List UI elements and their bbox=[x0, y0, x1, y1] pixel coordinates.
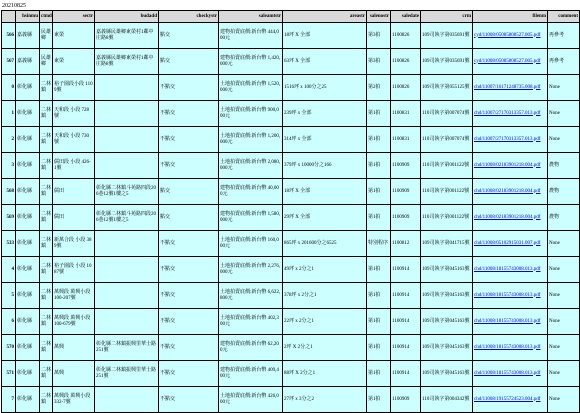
column-header-salenostr: salenostr bbox=[367, 11, 391, 23]
auction-table bbox=[1, 10, 580, 413]
county-cell: 彰化縣 bbox=[16, 283, 40, 309]
handover-cell: 不點交 bbox=[159, 309, 219, 335]
section-cell: 萬興段 萬興小段 332-7號 bbox=[53, 387, 95, 413]
handover-cell: 不點交 bbox=[159, 101, 219, 127]
county-cell: 彰化縣 bbox=[16, 127, 40, 153]
table-row bbox=[2, 49, 580, 75]
column-header-comment: comment bbox=[548, 11, 580, 23]
sale-date-cell: 1100909 bbox=[391, 153, 421, 179]
case-number-cell: 110司執字第007074號 bbox=[421, 127, 473, 153]
area-cell: 22坪 x 2分之1 bbox=[283, 309, 367, 335]
comment-cell: 再參考 bbox=[548, 49, 580, 75]
price-cell: 土地拍賣底價:新台幣 160,000元 bbox=[219, 231, 283, 257]
row-index: 5 bbox=[2, 283, 16, 309]
county-cell: 彰化縣 bbox=[16, 205, 40, 231]
column-header-filenm: filenm bbox=[473, 11, 548, 23]
address-cell bbox=[95, 309, 159, 335]
section-cell: 儒田 bbox=[53, 179, 95, 205]
county-cell: 彰化縣 bbox=[16, 179, 40, 205]
area-cell: 865坪 x 201600分之6525 bbox=[283, 231, 367, 257]
town-cell: 二林鎮 bbox=[40, 283, 53, 309]
sale-date-cell: 1100909 bbox=[391, 179, 421, 205]
column-header-ctmd: ctmd bbox=[40, 11, 53, 23]
area-cell: 49坪 x 2分之1 bbox=[283, 257, 367, 283]
row-index: 1 bbox=[2, 101, 16, 127]
file-link[interactable]: chd/11008/18155743008.013.pdf bbox=[474, 266, 541, 272]
file-link[interactable]: chd/11008/18155743008.013.pdf bbox=[474, 292, 541, 298]
address-cell: 彰化縣二林鎮斗苑路四段206巷12號1樓之5 bbox=[95, 179, 159, 205]
case-number-cell: 109司執字第045163號 bbox=[421, 257, 473, 283]
sale-date-cell: 1100812 bbox=[391, 231, 421, 257]
area-cell: 239坪 x 全部 bbox=[283, 101, 367, 127]
file-link-cell bbox=[473, 283, 548, 309]
file-link[interactable]: chd/11008/02183901218.004.pdf bbox=[474, 188, 541, 194]
table-row bbox=[2, 23, 580, 49]
row-index: 2 bbox=[2, 127, 16, 153]
case-number-cell: 110司執字第007074號 bbox=[421, 101, 473, 127]
handover-cell: 不點交 bbox=[159, 75, 219, 101]
county-cell: 彰化縣 bbox=[16, 153, 40, 179]
auction-round-cell: 第1拍 bbox=[367, 335, 391, 361]
county-cell: 彰化縣 bbox=[16, 309, 40, 335]
section-cell: 裕子園段小段 1109號 bbox=[53, 75, 95, 101]
comment-cell: None bbox=[548, 283, 580, 309]
sale-date-cell: 1100914 bbox=[391, 361, 421, 387]
file-link[interactable]: chd/11008/18155743008.013.pdf bbox=[474, 344, 541, 350]
comment-cell: None bbox=[548, 127, 580, 153]
file-link[interactable]: chd/11008/02183901218.004.pdf bbox=[474, 214, 541, 220]
section-cell: 裕子園段 小段 1087號 bbox=[53, 257, 95, 283]
price-cell: 土地拍賣底價:新台幣 6,622,800元 bbox=[219, 283, 283, 309]
handover-cell: 不點交 bbox=[159, 335, 219, 361]
case-number-cell: 110司執字第001122號 bbox=[421, 179, 473, 205]
comment-cell: None bbox=[548, 335, 580, 361]
table-row bbox=[2, 179, 580, 205]
auction-round-cell: 第1拍 bbox=[367, 257, 391, 283]
column-header-sectr: sectr bbox=[53, 11, 95, 23]
price-cell: 建物拍賣底價:新台幣 62,200元 bbox=[219, 335, 283, 361]
handover-cell: 不點交 bbox=[159, 127, 219, 153]
area-cell: 18坪 X 全部 bbox=[283, 179, 367, 205]
table-row bbox=[2, 127, 580, 153]
file-link-cell bbox=[473, 127, 548, 153]
auction-round-cell: 第1拍 bbox=[367, 283, 391, 309]
case-number-cell: 110司執字第001122號 bbox=[421, 153, 473, 179]
price-cell: 土地拍賣底價:新台幣 2,080,000元 bbox=[219, 153, 283, 179]
price-cell: 建物拍賣底價:新台幣 40,000元 bbox=[219, 179, 283, 205]
price-cell: 土地拍賣底價:新台幣 426,000元 bbox=[219, 387, 283, 413]
town-cell: 二林鎮 bbox=[40, 205, 53, 231]
auction-round-cell: 第1拍 bbox=[367, 101, 391, 127]
file-link[interactable]: cyd/11008/05085808527.005.pdf bbox=[474, 58, 541, 64]
column-header-index bbox=[2, 11, 16, 23]
town-cell: 二林鎮 bbox=[40, 309, 53, 335]
file-link[interactable]: chd/11007/27170313357.013.pdf bbox=[474, 110, 541, 116]
address-cell bbox=[95, 127, 159, 153]
town-cell: 二林鎮 bbox=[40, 231, 53, 257]
address-cell bbox=[95, 75, 159, 101]
row-index: 7 bbox=[2, 387, 16, 413]
column-header-checkystr: checkystr bbox=[159, 11, 219, 23]
town-cell: 二林鎮 bbox=[40, 153, 53, 179]
area-cell: 2坪 X 2分之1 bbox=[283, 335, 367, 361]
address-cell bbox=[95, 101, 159, 127]
file-link-cell bbox=[473, 101, 548, 127]
auction-round-cell: 第3拍 bbox=[367, 49, 391, 75]
file-link-cell bbox=[473, 257, 548, 283]
county-cell: 彰化縣 bbox=[16, 101, 40, 127]
row-index: 568 bbox=[2, 179, 16, 205]
table-row bbox=[2, 257, 580, 283]
row-index: 566 bbox=[2, 23, 16, 49]
file-link-cell bbox=[473, 231, 548, 257]
row-index: 571 bbox=[2, 361, 16, 387]
comment-cell: None bbox=[548, 361, 580, 387]
price-cell: 建物拍賣底價:新台幣 1,580,000元 bbox=[219, 205, 283, 231]
file-link-cell bbox=[473, 23, 548, 49]
address-cell bbox=[95, 153, 159, 179]
table-body bbox=[2, 23, 580, 413]
sale-date-cell: 1100826 bbox=[391, 49, 421, 75]
price-cell: 土地拍賣底價:新台幣 1,200,000元 bbox=[219, 127, 283, 153]
comment-cell: None bbox=[548, 387, 580, 413]
column-header-hsinmu: hsinmu bbox=[16, 11, 40, 23]
section-cell: 萬興段 萬興小段 100-679號 bbox=[53, 309, 95, 335]
case-number-cell: 109司執字第045163號 bbox=[421, 309, 473, 335]
handover-cell: 點交 bbox=[159, 23, 219, 49]
auction-round-cell: 第2拍 bbox=[367, 75, 391, 101]
area-cell: 378坪 x 2分之1 bbox=[283, 283, 367, 309]
file-link[interactable]: chd/11008/18155743008.013.pdf bbox=[474, 370, 541, 376]
address-cell: 彰化縣二林鎮振興里華士路251號 bbox=[95, 335, 159, 361]
sale-date-cell: 1100914 bbox=[391, 335, 421, 361]
case-number-cell: 109司執字第055125號 bbox=[421, 75, 473, 101]
address-cell: 嘉義縣民雄鄉東榮村1鄰中庄路8號 bbox=[95, 49, 159, 75]
comment-cell: 農物 bbox=[548, 153, 580, 179]
town-cell: 二林鎮 bbox=[40, 387, 53, 413]
county-cell: 彰化縣 bbox=[16, 387, 40, 413]
section-cell: 東榮 bbox=[53, 49, 95, 75]
price-cell: 建物拍賣底價:新台幣 1,420,000元 bbox=[219, 49, 283, 75]
section-cell: 萬興 bbox=[53, 335, 95, 361]
handover-cell: 不點交 bbox=[159, 257, 219, 283]
row-index: 567 bbox=[2, 49, 16, 75]
auction-round-cell: 特別程序 bbox=[367, 231, 391, 257]
file-link[interactable]: chd/11007/27170313357.013.pdf bbox=[474, 136, 541, 142]
town-cell: 二林鎮 bbox=[40, 179, 53, 205]
handover-cell: 不點交 bbox=[159, 231, 219, 257]
file-link-cell bbox=[473, 179, 548, 205]
address-cell: 嘉義縣民雄鄉東榮村1鄰中庄路8號 bbox=[95, 23, 159, 49]
area-cell: 18坪 X 全部 bbox=[283, 23, 367, 49]
auction-round-cell: 第1拍 bbox=[367, 153, 391, 179]
town-cell: 二林鎮 bbox=[40, 127, 53, 153]
table-row bbox=[2, 231, 580, 257]
area-cell: 27坪 x 3分之2 bbox=[283, 387, 367, 413]
section-cell: 東榮 bbox=[53, 23, 95, 49]
price-cell: 土地拍賣底價:新台幣 900,000元 bbox=[219, 101, 283, 127]
county-cell: 嘉義縣 bbox=[16, 23, 40, 49]
comment-cell: 再參考 bbox=[548, 23, 580, 49]
town-cell: 民雄鄉 bbox=[40, 23, 53, 49]
row-index: 569 bbox=[2, 205, 16, 231]
row-index: 0 bbox=[2, 75, 16, 101]
auction-round-cell: 第3拍 bbox=[367, 23, 391, 49]
column-header-budadd: budadd bbox=[95, 11, 159, 23]
price-cell: 建物拍賣底價:新台幣 409,400元 bbox=[219, 361, 283, 387]
file-link[interactable]: chd/11008/05102915031.007.pdf bbox=[474, 240, 541, 246]
table-row bbox=[2, 335, 580, 361]
column-header-saledate: saledate bbox=[391, 11, 421, 23]
file-link-cell bbox=[473, 49, 548, 75]
row-index: 6 bbox=[2, 309, 16, 335]
header-row bbox=[2, 11, 580, 23]
auction-round-cell: 第1拍 bbox=[367, 205, 391, 231]
table-row bbox=[2, 101, 580, 127]
auction-round-cell: 第1拍 bbox=[367, 127, 391, 153]
file-link[interactable]: chd/11008/18155743008.013.pdf bbox=[474, 318, 541, 324]
row-index: 533 bbox=[2, 231, 16, 257]
handover-cell: 不點交 bbox=[159, 361, 219, 387]
case-number-cell: 109司執字第035691號 bbox=[421, 23, 473, 49]
address-cell bbox=[95, 283, 159, 309]
comment-cell: None bbox=[548, 309, 580, 335]
area-cell: 314坪 x 全部 bbox=[283, 127, 367, 153]
auction-round-cell: 第1拍 bbox=[367, 387, 391, 413]
address-cell bbox=[95, 387, 159, 413]
case-number-cell: 109司執字第045163號 bbox=[421, 361, 473, 387]
area-cell: 63坪 X 全部 bbox=[283, 49, 367, 75]
sale-date-cell: 1100914 bbox=[391, 309, 421, 335]
address-cell bbox=[95, 231, 159, 257]
table-caption: 20210825 bbox=[2, 3, 26, 9]
comment-cell: None bbox=[548, 75, 580, 101]
auction-round-cell: 第1拍 bbox=[367, 309, 391, 335]
price-cell: 土地拍賣底價:新台幣 1,520,000元 bbox=[219, 75, 283, 101]
area-cell: 1516坪 x 100分之25 bbox=[283, 75, 367, 101]
table-row bbox=[2, 283, 580, 309]
file-link-cell bbox=[473, 205, 548, 231]
section-cell: 儒田段 小段 426-1號 bbox=[53, 153, 95, 179]
area-cell: 88坪 X 2分之1 bbox=[283, 361, 367, 387]
county-cell: 彰化縣 bbox=[16, 335, 40, 361]
file-link-cell bbox=[473, 335, 548, 361]
section-cell: 萬興 bbox=[53, 361, 95, 387]
area-cell: 379坪 x 10000分之166 bbox=[283, 153, 367, 179]
county-cell: 彰化縣 bbox=[16, 75, 40, 101]
case-number-cell: 110司執字第001122號 bbox=[421, 205, 473, 231]
table-row bbox=[2, 309, 580, 335]
file-link-cell bbox=[473, 153, 548, 179]
address-cell: 彰化縣二林鎮斗苑路四段206巷12號1樓之5 bbox=[95, 205, 159, 231]
section-cell: 新萬合段 小段 389號 bbox=[53, 231, 95, 257]
price-cell: 土地拍賣底價:新台幣 2,276,000元 bbox=[219, 257, 283, 283]
sale-date-cell: 1100909 bbox=[391, 387, 421, 413]
table-row bbox=[2, 205, 580, 231]
section-cell: 萬興段 萬興小段 100-207號 bbox=[53, 283, 95, 309]
handover-cell: 不點交 bbox=[159, 153, 219, 179]
file-link[interactable]: cyd/11008/05085808527.005.pdf bbox=[474, 32, 541, 38]
column-header-saleamtstr: saleamtstr bbox=[219, 11, 283, 23]
area-cell: 29坪 X 全部 bbox=[283, 205, 367, 231]
file-link[interactable]: chd/11008/19155724523.004.pdf bbox=[474, 396, 541, 402]
section-cell: 天和段 小段 730號 bbox=[53, 127, 95, 153]
comment-cell: 農物 bbox=[548, 179, 580, 205]
county-cell: 嘉義縣 bbox=[16, 49, 40, 75]
table-row bbox=[2, 153, 580, 179]
county-cell: 彰化縣 bbox=[16, 257, 40, 283]
table-row bbox=[2, 387, 580, 413]
town-cell: 二林鎮 bbox=[40, 75, 53, 101]
town-cell: 二林鎮 bbox=[40, 335, 53, 361]
sale-date-cell: 1100826 bbox=[391, 23, 421, 49]
sale-date-cell: 1100831 bbox=[391, 127, 421, 153]
town-cell: 二林鎮 bbox=[40, 257, 53, 283]
sale-date-cell: 1100914 bbox=[391, 283, 421, 309]
handover-cell: 點交 bbox=[159, 49, 219, 75]
case-number-cell: 109司執字第045163號 bbox=[421, 283, 473, 309]
county-cell: 彰化縣 bbox=[16, 361, 40, 387]
price-cell: 建物拍賣底價:新台幣 444,000元 bbox=[219, 23, 283, 49]
comment-cell: 農物 bbox=[548, 205, 580, 231]
file-link-cell bbox=[473, 387, 548, 413]
address-cell: 彰化縣二林鎮振興里華士路251號 bbox=[95, 361, 159, 387]
sale-date-cell: 1100826 bbox=[391, 75, 421, 101]
comment-cell: None bbox=[548, 257, 580, 283]
county-cell: 彰化縣 bbox=[16, 231, 40, 257]
price-cell: 土地拍賣底價:新台幣 402,300元 bbox=[219, 309, 283, 335]
file-link[interactable]: chd/11007/16171248735.008.pdf bbox=[474, 84, 541, 90]
handover-cell: 不點交 bbox=[159, 387, 219, 413]
sale-date-cell: 1100914 bbox=[391, 257, 421, 283]
table-row bbox=[2, 361, 580, 387]
file-link-cell bbox=[473, 309, 548, 335]
town-cell: 民雄鄉 bbox=[40, 49, 53, 75]
handover-cell: 不點交 bbox=[159, 283, 219, 309]
sale-date-cell: 1100831 bbox=[391, 101, 421, 127]
section-cell: 儒田 bbox=[53, 205, 95, 231]
town-cell: 二林鎮 bbox=[40, 101, 53, 127]
auction-round-cell: 第1拍 bbox=[367, 179, 391, 205]
file-link[interactable]: chd/11008/02183901218.004.pdf bbox=[474, 162, 541, 168]
file-link-cell bbox=[473, 75, 548, 101]
case-number-cell: 109司執字第041715號 bbox=[421, 231, 473, 257]
row-index: 4 bbox=[2, 257, 16, 283]
file-link-cell bbox=[473, 361, 548, 387]
comment-cell: None bbox=[548, 231, 580, 257]
row-index: 570 bbox=[2, 335, 16, 361]
handover-cell: 點交 bbox=[159, 205, 219, 231]
case-number-cell: 109司執字第035691號 bbox=[421, 49, 473, 75]
comment-cell: None bbox=[548, 101, 580, 127]
column-header-areastr: areastr bbox=[283, 11, 367, 23]
auction-round-cell: 第1拍 bbox=[367, 361, 391, 387]
town-cell: 二林鎮 bbox=[40, 361, 53, 387]
section-cell: 天和段 小段 728號 bbox=[53, 101, 95, 127]
handover-cell: 點交 bbox=[159, 179, 219, 205]
address-cell bbox=[95, 257, 159, 283]
column-header-crm: crm bbox=[421, 11, 473, 23]
row-index: 3 bbox=[2, 153, 16, 179]
table-row bbox=[2, 75, 580, 101]
sale-date-cell: 1100909 bbox=[391, 205, 421, 231]
case-number-cell: 109司執字第045163號 bbox=[421, 335, 473, 361]
case-number-cell: 110司執字第004342號 bbox=[421, 387, 473, 413]
